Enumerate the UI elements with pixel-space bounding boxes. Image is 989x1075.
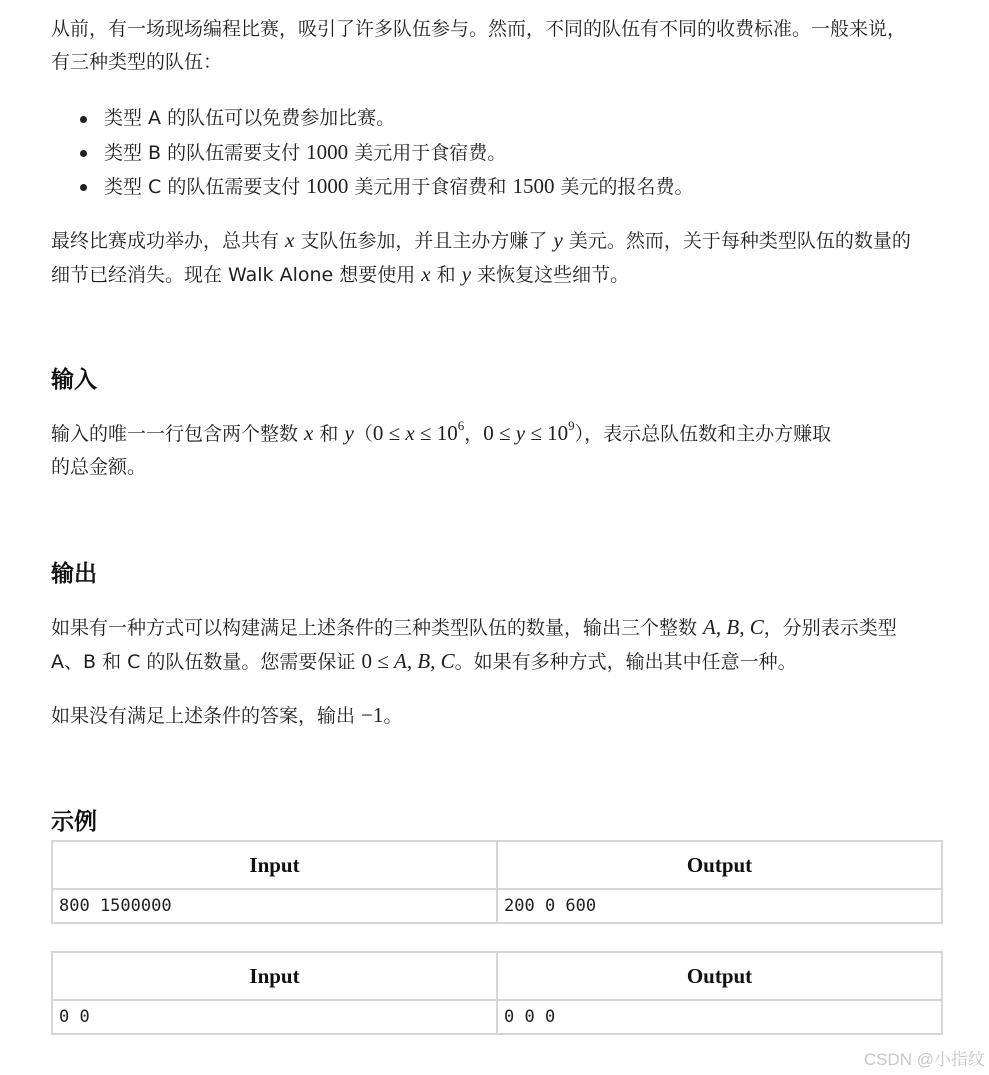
- output-paragraph: [51, 611, 946, 679]
- input-text: 和: [313, 423, 345, 445]
- input-text: 的总金额。: [51, 456, 147, 478]
- constraint-zero: 0 ≤: [361, 649, 394, 673]
- input-text: 输入的唯一一行包含两个整数: [51, 423, 305, 445]
- table-row: [52, 889, 942, 923]
- no-answer-paragraph: [51, 699, 946, 733]
- table-header-row: [52, 952, 942, 1000]
- team-type-list: [51, 101, 946, 203]
- summary-text: 细节已经消失。现在 Walk Alone 想要使用: [51, 264, 422, 286]
- bullet-text: 类型 B 的队伍需要支付: [104, 142, 307, 164]
- bullet-text: 美元用于食宿费。: [348, 142, 507, 164]
- list-item: [51, 135, 946, 169]
- example-table-2: [51, 951, 943, 1035]
- input-paragraph: [51, 417, 946, 484]
- amount: 1000: [306, 140, 349, 164]
- output-cell: 200 0 600: [497, 889, 942, 923]
- bullet-text: 类型 C 的队伍需要支付: [104, 176, 307, 198]
- table-row: [52, 1000, 942, 1034]
- watermark: CSDN @小指纹: [863, 1050, 985, 1069]
- bullet-text: 类型 A 的队伍可以免费参加比赛。: [104, 107, 396, 129]
- output-header: Output: [497, 841, 942, 889]
- bullet-text: 美元的报名费。: [554, 176, 694, 198]
- summary-text: 最终比赛成功举办，总共有: [51, 230, 286, 252]
- examples-heading: 示例: [51, 809, 97, 835]
- input-cell: 800 1500000: [52, 889, 497, 923]
- input-cell: 0 0: [52, 1000, 497, 1034]
- intro-paragraph: [51, 13, 946, 79]
- amount: 1500: [512, 174, 555, 198]
- output-text: 。: [383, 705, 403, 727]
- constraint-y: $0 \le y \le 10^9$: [483, 418, 575, 445]
- var-abc: A, B, C: [394, 649, 455, 673]
- intro-line-2: 有三种类型的队伍：: [51, 51, 223, 73]
- var-x: x: [421, 262, 431, 286]
- output-text: A、B 和 C 的队伍数量。您需要保证: [51, 651, 362, 673]
- output-text: ，分别表示类型: [763, 617, 897, 639]
- output-heading: 输出: [51, 561, 97, 587]
- output-text: 如果没有满足上述条件的答案，输出: [51, 705, 362, 727]
- input-header: Input: [52, 952, 497, 1000]
- bullet-text: 美元用于食宿费和: [348, 176, 513, 198]
- constraint-x: $0 \le x \le 10^6$: [372, 418, 465, 445]
- summary-text: 支队伍参加，并且主办方赚了: [294, 230, 554, 252]
- input-text: （: [353, 423, 373, 445]
- output-cell: 0 0 0: [497, 1000, 942, 1034]
- intro-line-1: 从前，有一场现场编程比赛，吸引了许多队伍参与。然而，不同的队伍有不同的收费标准。一般来说，: [51, 18, 907, 40]
- var-y: y: [344, 421, 354, 445]
- summary-text: 美元。然而，关于每种类型队伍的数量的: [562, 230, 911, 252]
- amount: 1000: [306, 174, 349, 198]
- example-table-1: [51, 840, 943, 924]
- summary-text: 和: [430, 264, 462, 286]
- var-y: y: [461, 262, 472, 286]
- table-header-row: [52, 841, 942, 889]
- var-x: x: [304, 421, 314, 445]
- output-text: 。如果有多种方式，输出其中任意一种。: [454, 651, 797, 673]
- var-abc: A, B, C: [703, 615, 764, 639]
- input-heading: 输入: [51, 367, 97, 393]
- list-item: [51, 169, 946, 203]
- input-text: ，: [464, 423, 484, 445]
- summary-text: 来恢复这些细节。: [471, 264, 630, 286]
- minus-one: −1: [361, 703, 384, 727]
- input-header: Input: [52, 841, 497, 889]
- input-text: ），表示总队伍数和主办方赚取: [574, 423, 832, 445]
- var-x: x: [285, 228, 295, 252]
- output-text: 如果有一种方式可以构建满足上述条件的三种类型队伍的数量，输出三个整数: [51, 617, 704, 639]
- summary-paragraph: [51, 224, 946, 292]
- list-item: [51, 101, 946, 135]
- output-header: Output: [497, 952, 942, 1000]
- var-y: y: [553, 228, 563, 252]
